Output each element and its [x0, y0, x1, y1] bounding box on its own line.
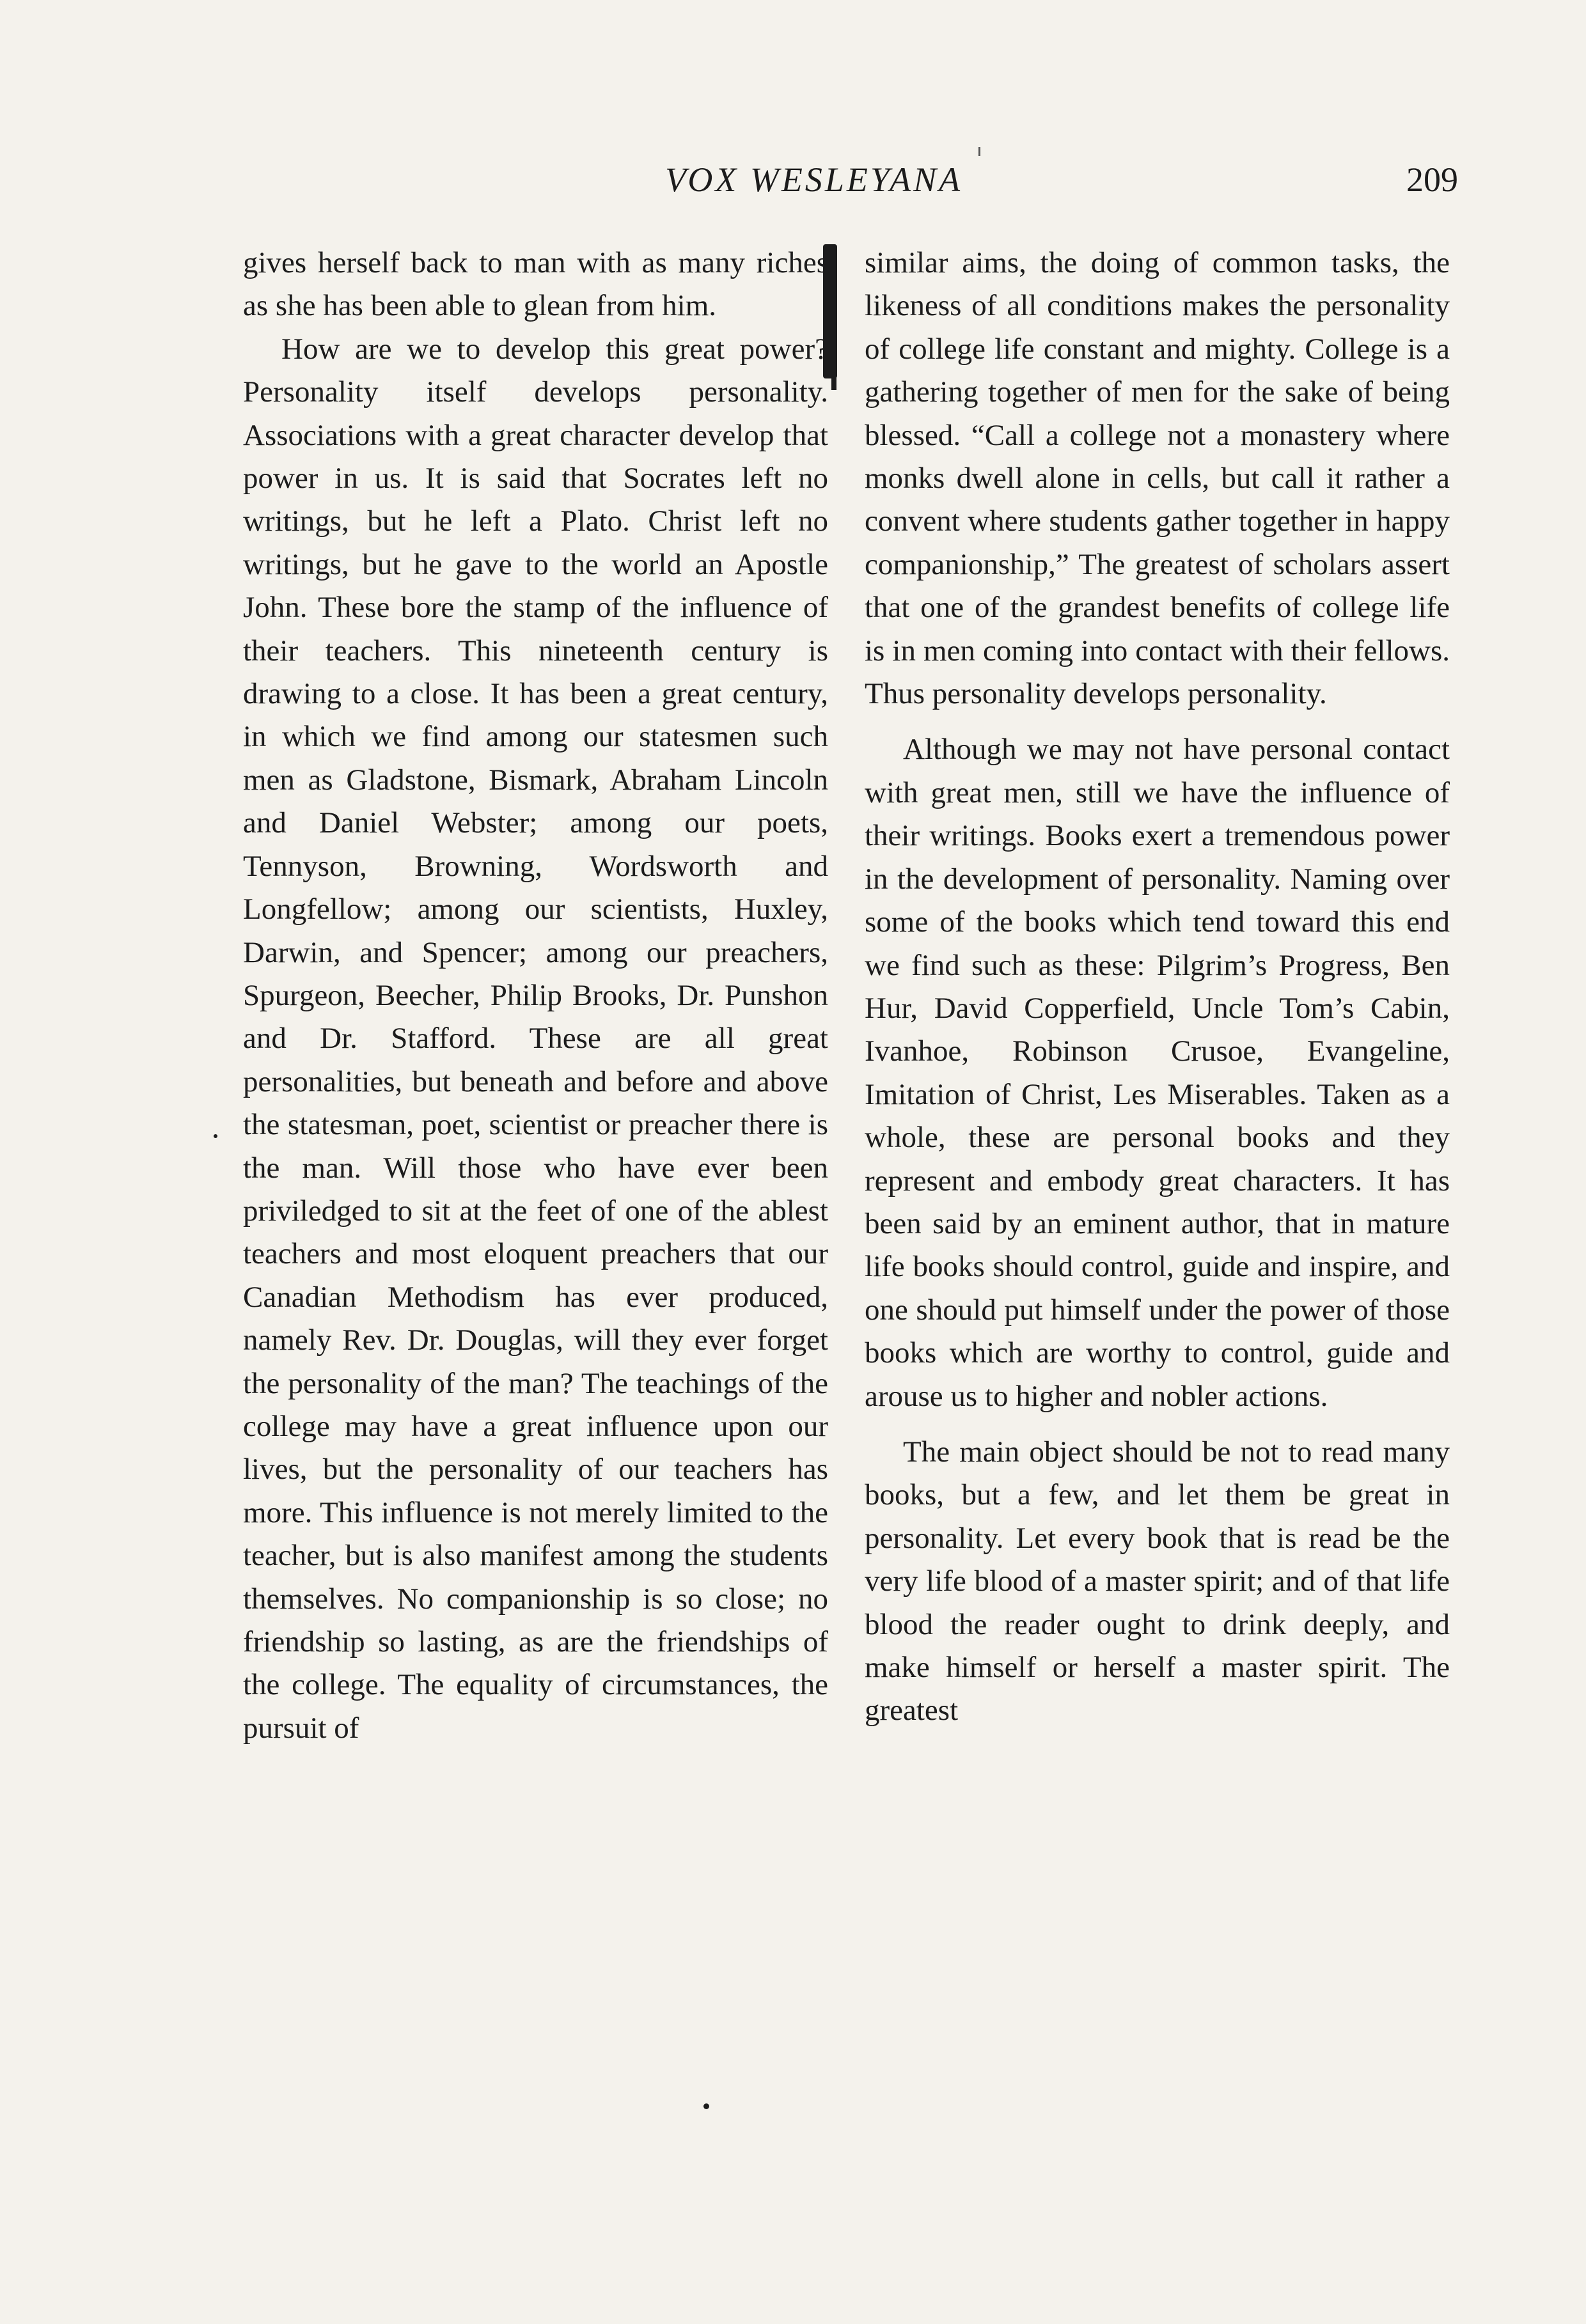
margin-speck — [214, 1134, 217, 1138]
binding-shadow-fragment — [831, 377, 836, 390]
right-paragraph-1: similar aims, the doing of common tasks, the likeness of all conditions makes the personality of college life constant and mighty. College is a gathering together of men for the sake of being blessed. “Call a college not a monastery where monks dwell alone in cells, but call it rather a convent where students gather together in happy companionship,” The greatest of scholars assert that one of the grandest benefits of college life is in men coming into contact with their fellows. Thus personality develops personality. — [865, 246, 1450, 711]
running-title: VOX WESLEYANA — [665, 160, 963, 199]
page-header — [243, 160, 1458, 217]
right-column — [865, 242, 1450, 1733]
footer-dot — [703, 2103, 709, 2109]
page-number: 209 — [1406, 160, 1458, 199]
left-paragraph-2: How are we to develop this great power? Personality itself develops personality. Associations with a great character develop that power in us. It is said that Socrates left no writings, but he left a Plato. Christ left no writings, but he gave to the world an Apostle John. These bore the stamp of the influence of their teachers. This nineteenth century is drawing to a close. It has been a great century, in which we find among our statesmen such men as Gladstone, Bismark, Abraham Lincoln and Daniel Webster; among our poets, Tennyson, Browning, Wordsworth and Longfellow; among our scientists, Huxley, Darwin, and Spencer; among our preachers, Spurgeon, Beecher, Philip Brooks, Dr. Punshon and Dr. Stafford. These are all great personalities, but beneath and before and above the statesman, poet, scientist or preacher there is the man. Will those who have ever been priviledged to sit at the feet of one of the ablest teachers and most eloquent preachers that our Canadian Methodism has ever produced, namely Rev. Dr. Douglas, will they ever forget the personality of the man? The teachings of the college may have a great influence upon our lives, but the personality of our teachers has more. This influence is not merely limited to the teacher, but is also manifest among the students themselves. No companionship is so close; no friendship so lasting, as are the friendships of the college. The equality of circumstances, the pursuit of — [243, 332, 828, 1745]
left-column — [243, 242, 828, 1750]
right-paragraph-2: Although we may not have personal contact with great men, still we have the influence of their writings. Books exert a tremendous power in the development of personality. Naming over some of the books which tend toward this end we find such as these: Pilgrim’s Progress, Ben Hur, David Copperfield, Uncle Tom’s Cabin, Ivanhoe, Robinson Crusoe, Evangeline, Imitation of Christ, Les Miserables. Taken as a whole, these are personal books and they represent and embody great characters. It has been said by an eminent author, that in mature life books should control, guide and inspire, and one should put himself under the power of those books which are worthy to control, guide and arouse us to higher and nobler actions. — [865, 733, 1450, 1413]
print-mark — [978, 147, 980, 156]
right-paragraph-3: The main object should be not to read many books, but a few, and let them be great in personality. Let every book that is read be the very life blood of a master spirit; and of that life blood the reader ought to drink deeply, and make himself or herself a master spirit. The greatest — [865, 1435, 1450, 1727]
left-paragraph-1: gives herself back to man with as many riches as she has been able to glean from him. — [243, 246, 828, 323]
